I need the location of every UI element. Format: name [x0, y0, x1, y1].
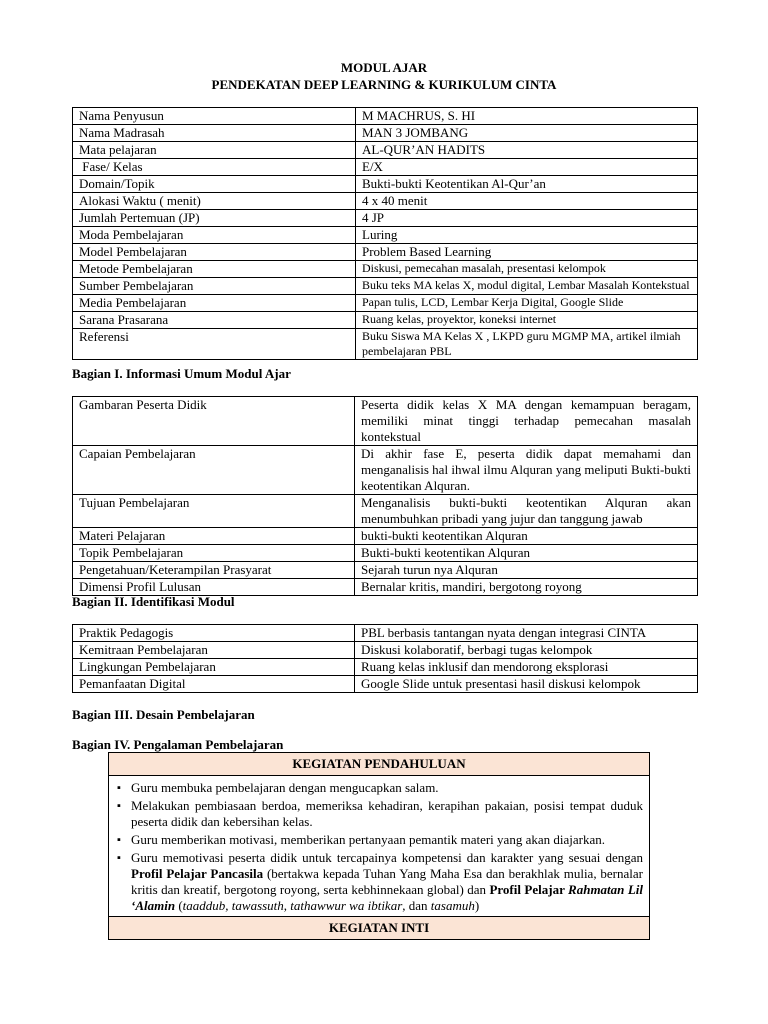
row-value: Papan tulis, LCD, Lembar Kerja Digital, Google Slide — [356, 295, 698, 312]
row-value: E/X — [356, 159, 698, 176]
row-value: Di akhir fase E, peserta didik dapat memahami dan menganalisis hal ihwal ilmu Alquran yang meliputi Bukti-bukti keotentikan Alquran. — [355, 446, 698, 495]
row-label: Pengetahuan/Keterampilan Prasyarat — [73, 562, 355, 579]
core-heading: KEGIATAN INTI — [109, 917, 650, 940]
italic-text: taaddub, tawassuth — [182, 898, 284, 913]
table-row — [73, 495, 698, 528]
bold-text: Profil Pelajar — [489, 882, 569, 897]
table-row — [73, 108, 698, 125]
row-label: Materi Pelajaran — [73, 528, 355, 545]
bold-italic-text: Rahmatan Lil ‘Alamin — [131, 882, 643, 913]
row-value: Diskusi, pemecahan masalah, presentasi kelompok — [356, 261, 698, 278]
activity-cell — [109, 776, 650, 917]
row-value: Buku Siswa MA Kelas X , LKPD guru MGMP MA, artikel ilmiah pembelajaran PBL — [356, 329, 698, 360]
activity-list — [115, 780, 643, 914]
row-value: Diskusi kolaboratif, berbagi tugas kelompok — [355, 642, 698, 659]
row-value: M MACHRUS, S. HI — [356, 108, 698, 125]
list-item: ▪ Melakukan pembiasaan berdoa, memeriksa kehadiran, kerapihan pakaian, posisi tempat duduk peserta didik dan kebersihan kelas. — [131, 798, 643, 830]
design-table — [72, 624, 698, 693]
row-value: bukti-bukti keotentikan Alquran — [355, 528, 698, 545]
row-label: Tujuan Pembelajaran — [73, 495, 355, 528]
list-item: ▪ Guru membuka pembelajaran dengan mengucapkan salam. — [131, 780, 643, 796]
table-row — [73, 210, 698, 227]
table-row — [73, 329, 698, 360]
table-row — [73, 397, 698, 446]
table-row — [73, 125, 698, 142]
table-row — [73, 312, 698, 329]
bold-text: Profil Pelajar Pancasila — [131, 866, 264, 881]
row-value: Sejarah turun nya Alquran — [355, 562, 698, 579]
list-item — [131, 850, 643, 914]
row-value: Buku teks MA kelas X, modul digital, Lembar Masalah Kontekstual — [356, 278, 698, 295]
row-label: Metode Pembelajaran — [73, 261, 356, 278]
table-row — [73, 446, 698, 495]
text: Guru memotivasi peserta didik untuk tercapainya kompetensi dan karakter yang sesuai dengan — [131, 850, 643, 865]
row-label: Dimensi Profil Lulusan — [73, 579, 355, 596]
row-label: Gambaran Peserta Didik — [73, 397, 355, 446]
row-label: Sarana Prasarana — [73, 312, 356, 329]
row-label: Jumlah Pertemuan (JP) — [73, 210, 356, 227]
section-heading: Bagian IV. Pengalaman Pembelajaran — [72, 737, 284, 752]
text: ) — [474, 898, 480, 913]
row-label: Fase/ Kelas — [73, 159, 356, 176]
row-label: Praktik Pedagogis — [73, 625, 355, 642]
row-value: PBL berbasis tantangan nyata dengan integrasi CINTA — [355, 625, 698, 642]
section-heading: Bagian I. Informasi Umum Modul Ajar — [72, 366, 291, 381]
row-label: Alokasi Waktu ( menit) — [73, 193, 356, 210]
row-value: Bernalar kritis, mandiri, bergotong royong — [355, 579, 698, 596]
row-value: Bukti-bukti Keotentikan Al-Qur’an — [356, 176, 698, 193]
row-value: Menganalisis bukti-bukti keotentikan Alquran akan menumbuhkan pribadi yang jujur dan tanggung jawab — [355, 495, 698, 528]
row-value: Bukti-bukti keotentikan Alquran — [355, 545, 698, 562]
text: ( — [175, 898, 183, 913]
row-value: AL-QUR’AN HADITS — [356, 142, 698, 159]
row-label: Domain/Topik — [73, 176, 356, 193]
activity-table — [108, 752, 650, 940]
table-row — [73, 545, 698, 562]
row-label: Capaian Pembelajaran — [73, 446, 355, 495]
section-heading: Bagian II. Identifikasi Modul — [72, 594, 235, 609]
table-row — [73, 227, 698, 244]
table-row — [73, 159, 698, 176]
row-value: 4 JP — [356, 210, 698, 227]
table-row — [73, 676, 698, 693]
table-row — [109, 753, 650, 776]
text: , dan — [402, 898, 431, 913]
table-row — [73, 261, 698, 278]
section-heading: Bagian III. Desain Pembelajaran — [72, 707, 255, 722]
row-value: Problem Based Learning — [356, 244, 698, 261]
text: , — [283, 898, 291, 913]
row-label: Moda Pembelajaran — [73, 227, 356, 244]
identification-table — [72, 396, 698, 596]
info-table — [72, 107, 698, 360]
row-value: Luring — [356, 227, 698, 244]
row-value: Ruang kelas inklusif dan mendorong eksplorasi — [355, 659, 698, 676]
text: (bertakwa kepada Tuhan Yang Maha Esa dan berakhlak mulia, bernalar kritis dan kreatif, bergotong royong, serta kebhinnekaan global) dan — [131, 866, 643, 897]
row-label: Topik Pembelajaran — [73, 545, 355, 562]
intro-heading: KEGIATAN PENDAHULUAN — [109, 753, 650, 776]
table-row — [73, 642, 698, 659]
row-value: 4 x 40 menit — [356, 193, 698, 210]
table-row — [73, 176, 698, 193]
table-row — [109, 917, 650, 940]
row-label: Nama Madrasah — [73, 125, 356, 142]
row-label: Referensi — [73, 329, 356, 360]
row-value: Peserta didik kelas X MA dengan kemampuan beragam, memiliki minat tinggi terhadap pemecahan masalah kontekstual — [355, 397, 698, 446]
row-label: Media Pembelajaran — [73, 295, 356, 312]
table-row — [73, 142, 698, 159]
table-row — [73, 579, 698, 596]
table-row — [73, 193, 698, 210]
row-label: Sumber Pembelajaran — [73, 278, 356, 295]
row-value: Google Slide untuk presentasi hasil diskusi kelompok — [355, 676, 698, 693]
row-label: Nama Penyusun — [73, 108, 356, 125]
italic-text: tasamuh — [430, 898, 475, 913]
table-row — [73, 278, 698, 295]
table-row — [73, 244, 698, 261]
table-row — [73, 659, 698, 676]
row-label: Mata pelajaran — [73, 142, 356, 159]
row-label: Model Pembelajaran — [73, 244, 356, 261]
row-value: MAN 3 JOMBANG — [356, 125, 698, 142]
row-value: Ruang kelas, proyektor, koneksi internet — [356, 312, 698, 329]
list-item: ▪ Guru memberikan motivasi, memberikan pertanyaan pemantik materi yang akan diajarkan. — [131, 832, 643, 848]
row-label: Pemanfaatan Digital — [73, 676, 355, 693]
document-subtitle: PENDEKATAN DEEP LEARNING & KURIKULUM CINTA — [211, 77, 557, 92]
table-row — [73, 625, 698, 642]
row-label: Lingkungan Pembelajaran — [73, 659, 355, 676]
table-row — [73, 295, 698, 312]
row-label: Kemitraan Pembelajaran — [73, 642, 355, 659]
document-title: MODUL AJAR — [340, 60, 428, 75]
table-row — [73, 562, 698, 579]
table-row — [73, 528, 698, 545]
italic-text: tathawwur wa ibtikar — [290, 898, 403, 913]
table-row — [109, 776, 650, 917]
